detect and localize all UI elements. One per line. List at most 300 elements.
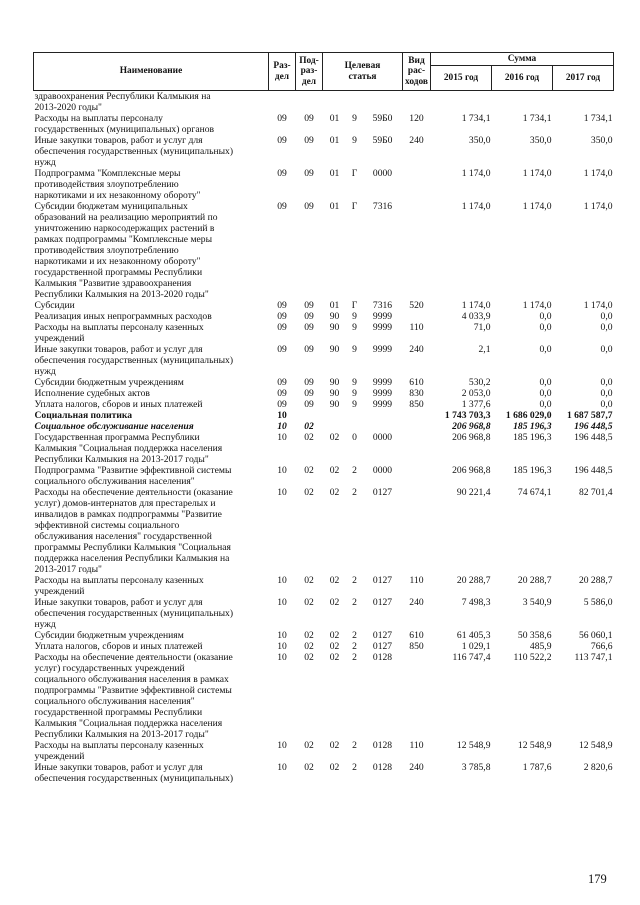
row-sum-2016: 0,0 (539, 311, 552, 322)
row-name-line: противодействия злоупотреблению (34, 245, 179, 256)
row-name-line: наркотиками и их незаконному обороту" (34, 190, 201, 201)
row-target-program: 90 (329, 377, 340, 388)
page-number: 179 (588, 872, 607, 886)
row-name-line: Расходы на выплаты персоналу казенных (34, 740, 204, 751)
row-razdel: 10 (277, 597, 287, 608)
row-target-code: 0127 (372, 597, 393, 608)
row-razdel: 09 (277, 344, 287, 355)
row-name (34, 432, 269, 465)
row-target-code: 9999 (372, 311, 393, 322)
row-target-code (363, 91, 403, 114)
row-name-line: 2013-2020 годы" (34, 102, 102, 113)
row-sum-2017: 1 734,1 (583, 113, 613, 124)
row-sum-2017: 1 687 587,7 (566, 410, 613, 421)
row-target-code: 0127 (372, 575, 393, 586)
row-name-line: Расходы на выплаты персоналу казенных (34, 322, 204, 333)
row-target-sub: Г (351, 300, 358, 311)
row-podrazdel: 02 (304, 762, 314, 773)
row-target-program: 01 (329, 168, 340, 179)
row-name-line: Социальное обслуживание населения (34, 421, 194, 432)
row-sum-2016: 0,0 (539, 388, 552, 399)
row-name-line: Иные закупки товаров, работ и услуг для (34, 135, 203, 146)
row-sum-2015: 350,0 (468, 135, 491, 146)
row-name-line: поддержка населения Республики Калмыкия на (34, 553, 230, 564)
row-razdel: 09 (277, 300, 287, 311)
row-razdel: 10 (277, 641, 287, 652)
row-name-line: учреждений (34, 333, 85, 344)
row-podrazdel: 02 (304, 740, 314, 751)
table-row (34, 300, 614, 311)
row-name-line: учреждений (34, 751, 85, 762)
header-year-2015: 2015 год (431, 66, 492, 91)
row-sum-2017: 1 174,0 (583, 201, 613, 212)
row-expense-type: 120 (409, 113, 424, 124)
row-sum-2017: 56 060,1 (578, 630, 613, 641)
row-sum-2017: 196 448,5 (574, 465, 613, 476)
row-target-sub: 2 (352, 465, 357, 476)
row-sum-2015: 4 033,9 (461, 311, 491, 322)
row-target-program: 02 (329, 641, 340, 652)
row-sum-2017: 1 174,0 (583, 300, 613, 311)
row-sum-2016: 0,0 (539, 322, 552, 333)
row-name-line: услуг) домов-интернатов для престарелых и (34, 498, 216, 509)
row-target-sub: Г (351, 201, 358, 212)
row-podrazdel: 02 (304, 575, 314, 586)
row-sum-2017: 0,0 (600, 344, 613, 355)
row-name-line: нужд (34, 619, 56, 630)
row-target-sub: 9 (352, 399, 357, 410)
row-target-sub: 2 (352, 652, 357, 663)
row-name-line: Субсидии (34, 300, 75, 311)
row-razdel (269, 91, 296, 114)
row-expense-type (403, 91, 431, 114)
row-name-line: Республики Калмыкия на 2013-2020 годы" (34, 289, 209, 300)
row-razdel: 10 (277, 762, 287, 773)
row-target-sub: 9 (352, 311, 357, 322)
row-name-line: Расходы на обеспечение деятельности (оказание (34, 487, 233, 498)
row-expense-type (403, 168, 431, 201)
row-target-code: 0128 (372, 762, 393, 773)
row-expense-type: 240 (409, 344, 424, 355)
row-target-sub (347, 410, 363, 421)
row-target-code: 59Б0 (372, 113, 393, 124)
row-sum-2016: 1 174,0 (522, 168, 552, 179)
row-target-code: 0128 (372, 652, 393, 663)
row-podrazdel: 02 (304, 630, 314, 641)
row-target-code (363, 410, 403, 421)
row-name-line: Субсидии бюджетным учреждениям (34, 377, 184, 388)
row-name (34, 762, 269, 784)
row-sum-2016: 1 174,0 (522, 201, 552, 212)
row-sum-2016: 74 674,1 (517, 487, 552, 498)
row-name-line: эффективной системы социального (34, 520, 180, 531)
row-name (34, 168, 269, 201)
row-name (34, 421, 269, 432)
row-razdel: 10 (277, 630, 287, 641)
row-name (34, 465, 269, 487)
row-name (34, 399, 269, 410)
table-row (34, 91, 614, 114)
row-name-line: Подпрограмма "Развитие эффективной системы (34, 465, 232, 476)
row-target-program: 01 (329, 300, 340, 311)
row-target-code: 59Б0 (372, 135, 393, 146)
row-sum-2015: 2,1 (478, 344, 491, 355)
row-podrazdel: 02 (304, 641, 314, 652)
table-row (34, 432, 614, 465)
row-expense-type: 610 (409, 630, 424, 641)
row-name-line: Калмыкия "Социальная поддержка населения (34, 443, 223, 454)
row-target-program: 02 (329, 740, 340, 751)
row-sum-2016: 185 196,3 (513, 465, 552, 476)
row-podrazdel: 09 (304, 300, 314, 311)
row-target-sub: 2 (352, 740, 357, 751)
row-target-code: 0127 (372, 641, 393, 652)
row-target-program: 02 (329, 652, 340, 663)
row-sum-2016: 3 540,9 (522, 597, 552, 608)
row-expense-type (403, 652, 431, 740)
row-razdel: 10 (277, 410, 287, 421)
table-row (34, 322, 614, 344)
row-podrazdel: 09 (304, 377, 314, 388)
row-name-line: рамках подпрограммы "Комплексные меры (34, 234, 213, 245)
row-target-code (363, 421, 403, 432)
row-sum-2016: 0,0 (539, 399, 552, 410)
table-row (34, 421, 614, 432)
row-expense-type: 240 (409, 135, 424, 146)
row-expense-type: 850 (409, 641, 424, 652)
row-name-line: обеспечения государственных (муниципальных) (34, 773, 234, 784)
row-target-code: 9999 (372, 322, 393, 333)
row-podrazdel: 09 (304, 311, 314, 322)
row-name-line: здравоохранения Республики Калмыкия на (34, 91, 211, 102)
row-podrazdel: 09 (304, 344, 314, 355)
table-row (34, 630, 614, 641)
row-name-line: нужд (34, 366, 56, 377)
row-name (34, 344, 269, 377)
row-podrazdel: 09 (304, 388, 314, 399)
row-name (34, 575, 269, 597)
table-row (34, 377, 614, 388)
row-podrazdel: 09 (304, 201, 314, 212)
row-sum-2015: 1 174,0 (461, 168, 491, 179)
header-razdel: Раз- дел (269, 53, 296, 91)
table-row (34, 311, 614, 322)
row-razdel: 09 (277, 311, 287, 322)
row-expense-type (403, 487, 431, 575)
row-expense-type (403, 201, 431, 300)
row-name-line: обеспечения государственных (муниципальных) (34, 608, 234, 619)
row-target-sub: 9 (352, 377, 357, 388)
row-razdel: 09 (277, 113, 287, 124)
row-expense-type (403, 421, 431, 432)
table-row (34, 762, 614, 784)
row-podrazdel: 09 (304, 399, 314, 410)
row-sum-2015: 20 288,7 (456, 575, 491, 586)
row-target-program: 02 (329, 762, 340, 773)
row-name (34, 135, 269, 168)
row-sum-2016: 0,0 (539, 344, 552, 355)
row-sum-2015: 7 498,3 (461, 597, 491, 608)
row-sum-2015: 1 734,1 (461, 113, 491, 124)
row-name-line: Республики Калмыкия на 2013-2017 годы" (34, 729, 209, 740)
row-razdel: 09 (277, 399, 287, 410)
row-name-line: учреждений (34, 586, 85, 597)
row-name (34, 641, 269, 652)
row-name-line: социального обслуживания населения" (34, 476, 195, 487)
table-row (34, 410, 614, 421)
table-row (34, 113, 614, 135)
table-row (34, 344, 614, 377)
row-name-line: Уплата налогов, сборов и иных платежей (34, 399, 203, 410)
row-name (34, 300, 269, 311)
row-razdel: 09 (277, 377, 287, 388)
row-sum-2017: 113 747,1 (574, 652, 613, 663)
header-year-2017: 2017 год (553, 66, 614, 91)
row-sum-2015: 1 029,1 (461, 641, 491, 652)
row-sum-2017: 0,0 (600, 377, 613, 388)
row-target-program: 02 (329, 487, 340, 498)
row-target-code: 9999 (372, 344, 393, 355)
row-target-program: 02 (329, 630, 340, 641)
row-target-code: 0127 (372, 630, 393, 641)
row-podrazdel: 09 (304, 168, 314, 179)
row-target-program: 90 (329, 344, 340, 355)
row-sum-2015: 206 968,8 (452, 465, 491, 476)
row-sum-2017: 0,0 (600, 311, 613, 322)
row-name (34, 113, 269, 135)
row-name-line: Подпрограмма "Комплексные меры (34, 168, 181, 179)
row-sum-2016: 0,0 (539, 377, 552, 388)
row-name-line: Расходы на выплаты персоналу (34, 113, 163, 124)
header-target: Целевая статья (323, 53, 403, 91)
row-target-sub: 9 (352, 135, 357, 146)
row-target-program: 01 (329, 113, 340, 124)
row-target-sub: Г (351, 168, 358, 179)
row-podrazdel: 02 (304, 652, 314, 663)
row-razdel: 10 (277, 740, 287, 751)
row-razdel: 09 (277, 201, 287, 212)
row-target-code: 7316 (372, 201, 393, 212)
row-expense-type: 110 (409, 322, 424, 333)
row-sum-2017: 350,0 (590, 135, 613, 146)
row-target-code: 9999 (372, 399, 393, 410)
row-target-sub: 9 (352, 388, 357, 399)
row-name (34, 377, 269, 388)
row-razdel: 10 (277, 487, 287, 498)
row-razdel: 10 (277, 652, 287, 663)
table-row (34, 465, 614, 487)
row-podrazdel (296, 91, 323, 114)
row-target-program: 90 (329, 322, 340, 333)
row-sum-2017: 0,0 (600, 399, 613, 410)
row-target-program: 90 (329, 399, 340, 410)
table-row (34, 135, 614, 168)
row-sum-2016: 50 358,6 (517, 630, 552, 641)
row-expense-type: 240 (409, 597, 424, 608)
row-name-line: Социальная политика (34, 410, 133, 421)
row-name-line: Калмыкия "Социальная поддержка населения (34, 718, 223, 729)
row-name (34, 311, 269, 322)
row-name-line: инвалидов в рамках подпрограммы "Развитие (34, 509, 222, 520)
row-target-sub: 2 (352, 575, 357, 586)
row-target-sub: 2 (352, 630, 357, 641)
row-podrazdel: 09 (304, 113, 314, 124)
row-target-program (323, 421, 347, 432)
row-name-line: государственной программы Республики (34, 707, 203, 718)
table-row (34, 597, 614, 630)
table-row (34, 652, 614, 740)
row-target-program: 02 (329, 575, 340, 586)
row-expense-type: 110 (409, 740, 424, 751)
row-name-line: Иные закупки товаров, работ и услуг для (34, 762, 203, 773)
row-target-code: 9999 (372, 388, 393, 399)
header-name: Наименование (34, 53, 269, 91)
row-name (34, 91, 269, 114)
row-sum-2015: 3 785,8 (461, 762, 491, 773)
row-razdel: 09 (277, 322, 287, 333)
row-name-line: государственных (муниципальных) органов (34, 124, 215, 135)
row-sum-2017: 196 448,5 (574, 421, 613, 432)
row-sum-2016 (492, 91, 553, 114)
row-name-line: социального обслуживания населения в рамках (34, 674, 229, 685)
row-name-line: уничтожению наркосодержащих растений в (34, 223, 215, 234)
row-sum-2017 (553, 91, 614, 114)
row-sum-2016: 185 196,3 (513, 432, 552, 443)
row-razdel: 10 (277, 575, 287, 586)
table-row (34, 740, 614, 762)
row-sum-2015: 1 174,0 (461, 201, 491, 212)
row-target-program: 02 (329, 465, 340, 476)
row-target-sub: 9 (352, 113, 357, 124)
row-target-code: 0127 (372, 487, 393, 498)
row-sum-2016: 12 548,9 (517, 740, 552, 751)
row-target-sub: 2 (352, 487, 357, 498)
row-name-line: Реализация иных непрограммных расходов (34, 311, 212, 322)
table-body (34, 91, 614, 785)
row-name (34, 201, 269, 300)
row-target-sub: 9 (352, 344, 357, 355)
row-sum-2017: 2 820,6 (583, 762, 613, 773)
row-target-code: 0000 (372, 168, 393, 179)
row-name-line: наркотиками и их незаконному обороту" (34, 256, 201, 267)
header-sum: Сумма (431, 53, 614, 66)
row-podrazdel: 02 (304, 597, 314, 608)
row-sum-2016: 350,0 (529, 135, 552, 146)
row-razdel: 09 (277, 388, 287, 399)
row-target-program: 01 (329, 201, 340, 212)
row-razdel: 09 (277, 135, 287, 146)
row-sum-2016: 20 288,7 (517, 575, 552, 586)
row-name (34, 487, 269, 575)
table-row (34, 168, 614, 201)
row-name-line: образований на реализацию мероприятий по (34, 212, 218, 223)
row-expense-type: 610 (409, 377, 424, 388)
row-expense-type (403, 410, 431, 421)
row-name-line: обслуживания населения" государственной (34, 531, 212, 542)
row-target-sub: 2 (352, 641, 357, 652)
row-target-program: 02 (329, 432, 340, 443)
row-name (34, 630, 269, 641)
row-sum-2016: 485,9 (529, 641, 552, 652)
row-name (34, 322, 269, 344)
row-target-code: 7316 (372, 300, 393, 311)
row-sum-2016: 1 734,1 (522, 113, 552, 124)
row-sum-2017: 196 448,5 (574, 432, 613, 443)
row-sum-2017: 0,0 (600, 388, 613, 399)
row-sum-2017: 20 288,7 (578, 575, 613, 586)
row-target-code: 0128 (372, 740, 393, 751)
row-name-line: нужд (34, 157, 56, 168)
row-target-program: 90 (329, 388, 340, 399)
row-expense-type: 850 (409, 399, 424, 410)
row-name-line: Субсидии бюджетам муниципальных (34, 201, 188, 212)
row-name-line: обеспечения государственных (муниципальных) (34, 355, 234, 366)
row-target-program (323, 410, 347, 421)
row-sum-2017: 0,0 (600, 322, 613, 333)
row-name (34, 652, 269, 740)
row-name-line: программы Республики Калмыкия "Социальная (34, 542, 231, 553)
row-sum-2017: 5 586,0 (583, 597, 613, 608)
row-name (34, 388, 269, 399)
row-target-code: 0000 (372, 432, 393, 443)
header-podrazdel: Под- раз- дел (296, 53, 323, 91)
row-expense-type (403, 311, 431, 322)
row-sum-2015: 12 548,9 (456, 740, 491, 751)
table-row (34, 201, 614, 300)
header-vid: Вид рас- ходов (403, 53, 431, 91)
row-podrazdel (296, 410, 323, 421)
row-name-line: Государственная программа Республики (34, 432, 200, 443)
row-sum-2017: 1 174,0 (583, 168, 613, 179)
row-name-line: государственной программы Республики (34, 267, 203, 278)
row-target-code: 9999 (372, 377, 393, 388)
row-razdel: 09 (277, 168, 287, 179)
row-target-program: 02 (329, 597, 340, 608)
row-expense-type (403, 432, 431, 465)
table-row (34, 399, 614, 410)
row-target-sub: 2 (352, 597, 357, 608)
row-name-line: Иные закупки товаров, работ и услуг для (34, 344, 203, 355)
row-sum-2015: 71,0 (473, 322, 491, 333)
row-sum-2016: 1 174,0 (522, 300, 552, 311)
row-sum-2015: 206 968,8 (452, 421, 491, 432)
row-sum-2015: 530,2 (468, 377, 491, 388)
row-podrazdel: 02 (304, 432, 314, 443)
row-sum-2015: 1 377,6 (461, 399, 491, 410)
row-name-line: Иные закупки товаров, работ и услуг для (34, 597, 203, 608)
row-podrazdel: 02 (304, 487, 314, 498)
row-target-sub (347, 91, 363, 114)
row-name-line: Исполнение судебных актов (34, 388, 150, 399)
row-sum-2015: 2 053,0 (461, 388, 491, 399)
row-podrazdel: 09 (304, 322, 314, 333)
row-expense-type: 240 (409, 762, 424, 773)
row-name-line: Калмыкия "Развитие здравоохранения (34, 278, 192, 289)
row-sum-2016: 185 196,3 (513, 421, 552, 432)
row-razdel: 10 (277, 465, 287, 476)
table-row (34, 575, 614, 597)
row-podrazdel: 02 (304, 421, 314, 432)
header-year-2016: 2016 год (492, 66, 553, 91)
row-sum-2016: 1 686 029,0 (505, 410, 552, 421)
row-name (34, 597, 269, 630)
row-razdel: 10 (277, 421, 287, 432)
row-name-line: противодействия злоупотреблению (34, 179, 179, 190)
row-razdel: 10 (277, 432, 287, 443)
row-name-line: Субсидии бюджетным учреждениям (34, 630, 184, 641)
row-expense-type: 520 (409, 300, 424, 311)
row-sum-2015: 206 968,8 (452, 432, 491, 443)
